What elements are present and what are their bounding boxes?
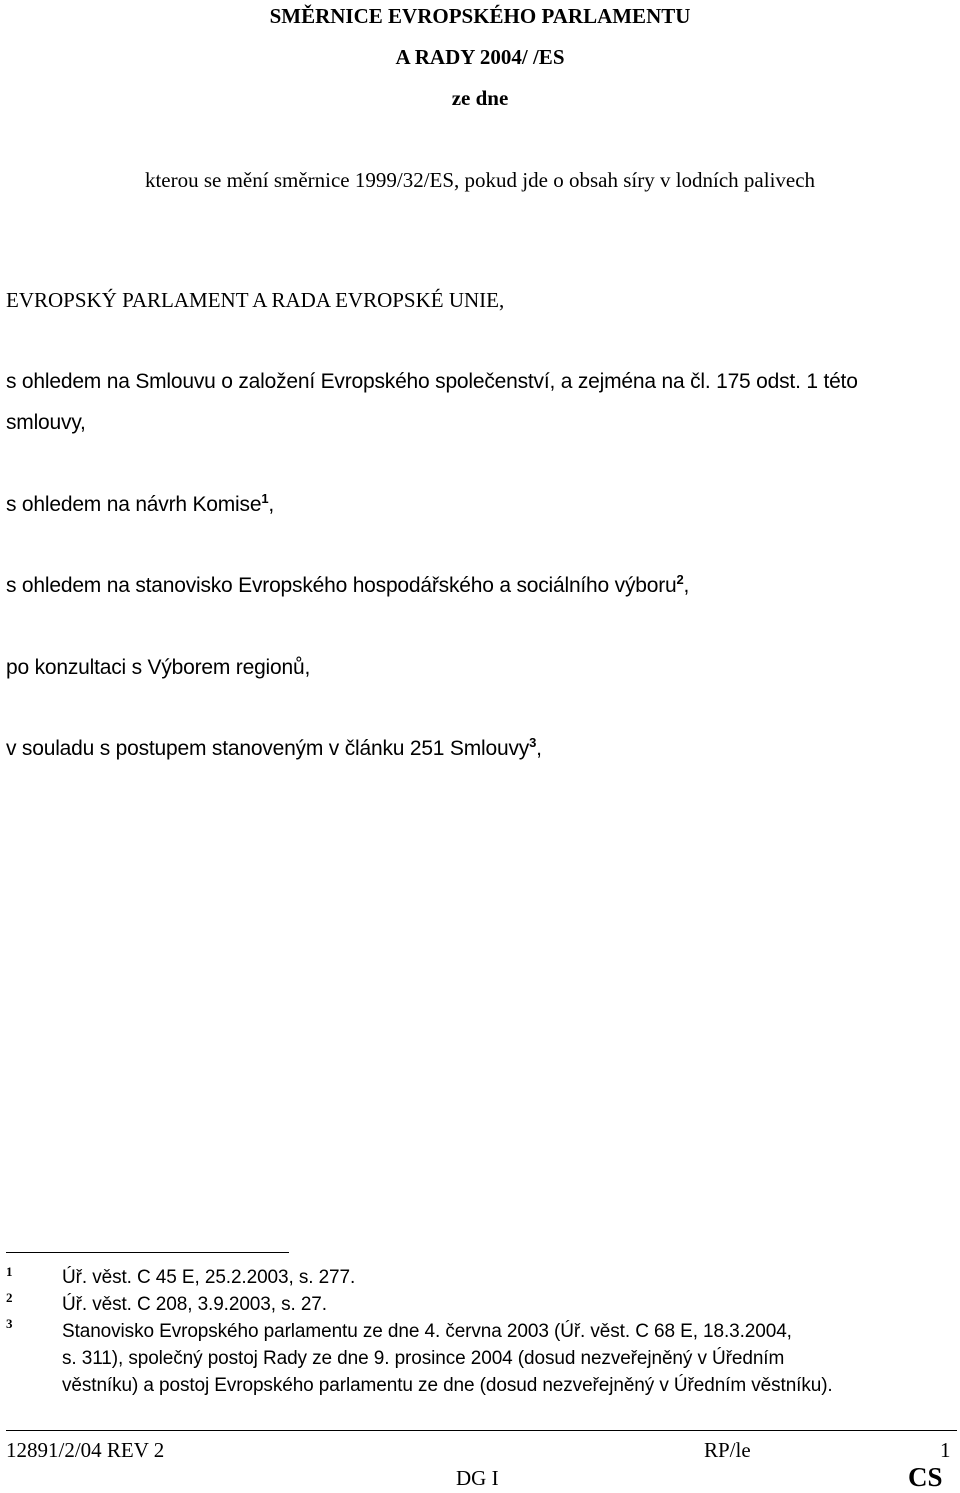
recital-regions: po konzultaci s Výborem regionů,	[6, 656, 311, 679]
footer-language-code: CS	[908, 1462, 943, 1492]
footnote-ref-3[interactable]: 3	[529, 735, 537, 750]
document-title-line1: SMĚRNICE EVROPSKÉHO PARLAMENTU	[269, 4, 691, 28]
footer-initials: RP/le	[704, 1438, 751, 1462]
footer-separator	[6, 1430, 957, 1431]
recital-esc	[6, 574, 689, 598]
footnote-text-1: Úř. věst. C 45 E, 25.2.2003, s. 277.	[62, 1267, 356, 1288]
recital-treaty-line1: s ohledem na Smlouvu o založení Evropského společenství, a zejména na čl. 175 odst. 1 této	[6, 370, 858, 393]
recital-esc-text: s ohledem na stanovisko Evropského hospodářského a sociálního výboru	[6, 574, 677, 597]
footnote-ref-1[interactable]: 1	[261, 491, 269, 506]
footnote-text-3-line1: Stanovisko Evropského parlamentu ze dne 4. června 2003 (Úř. věst. C 68 E, 18.3.2004,	[62, 1321, 792, 1342]
footnote-separator	[6, 1252, 289, 1253]
footer-page-number: 1	[940, 1438, 951, 1462]
recital-procedure	[6, 737, 542, 761]
recital-treaty-line2: smlouvy,	[6, 411, 86, 434]
footnote-number-3: 3	[6, 1316, 13, 1331]
document-date-line: ze dne	[451, 86, 509, 110]
footnote-text-3-line3: věstníku) a postoj Evropského parlamentu ze dne (dosud nezveřejněný v Úředním věstníku).	[62, 1375, 833, 1396]
recital-commission	[6, 493, 274, 517]
footnote-number-2: 2	[6, 1290, 13, 1305]
recital-procedure-text: v souladu s postupem stanoveným v článku 251 Smlouvy	[6, 737, 530, 760]
recital-commission-text: s ohledem na návrh Komise	[6, 493, 262, 516]
recital-commission-end: ,	[268, 493, 274, 516]
footnote-number-1: 1	[6, 1264, 13, 1279]
footnote-text-2: Úř. věst. C 208, 3.9.2003, s. 27.	[62, 1294, 327, 1315]
footnote-text-3-line2: s. 311), společný postoj Rady ze dne 9. prosince 2004 (dosud nezveřejněný v Úředním	[62, 1348, 785, 1369]
footnote-ref-2[interactable]: 2	[676, 572, 684, 587]
recital-procedure-end: ,	[536, 737, 542, 760]
recital-esc-end: ,	[683, 574, 690, 597]
institutions-line: EVROPSKÝ PARLAMENT A RADA EVROPSKÉ UNIE,	[6, 288, 505, 312]
footer-doc-ref: 12891/2/04 REV 2	[6, 1438, 165, 1462]
document-title-line2: A RADY 2004/ /ES	[395, 45, 565, 69]
document-subject: kterou se mění směrnice 1999/32/ES, pokud jde o obsah síry v lodních palivech	[144, 168, 816, 192]
footer-dg: DG I	[456, 1466, 499, 1490]
